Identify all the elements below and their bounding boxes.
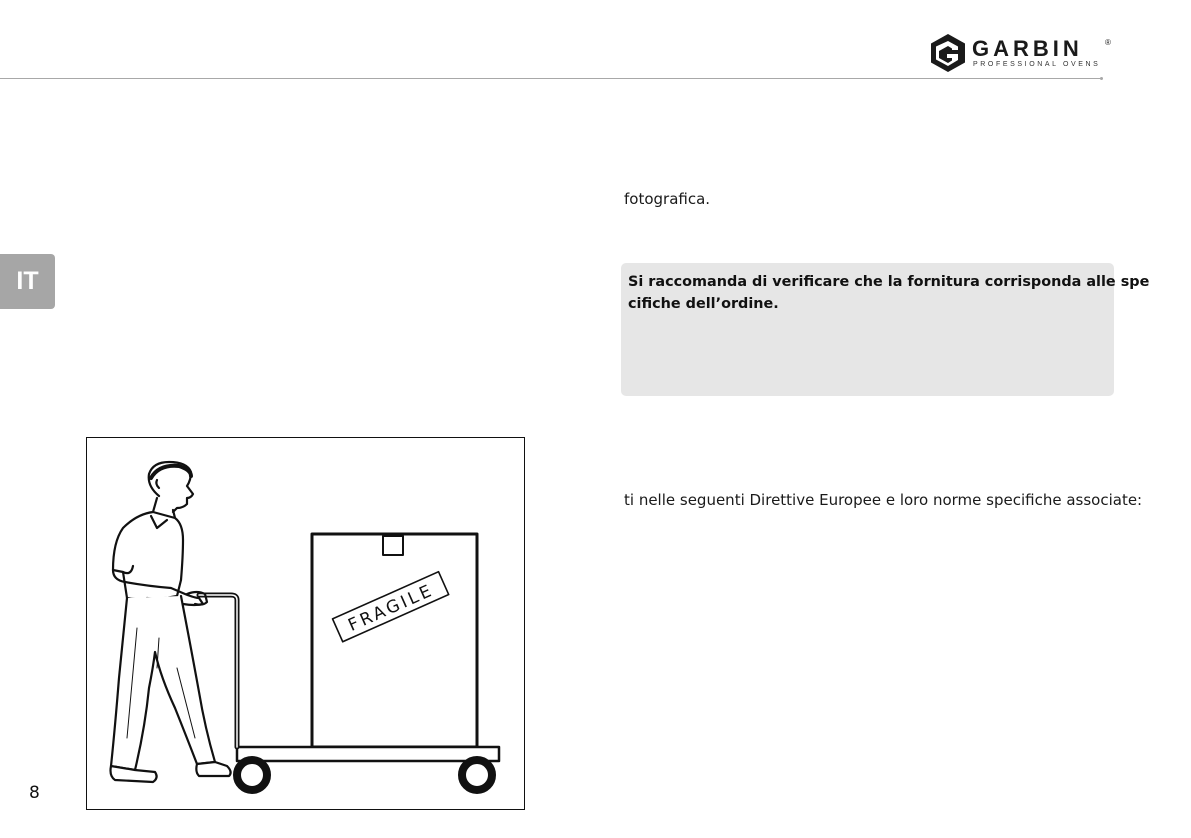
body-text-line: ti nelle seguenti Direttive Europee e loro norme specifiche associate: [624,491,1143,509]
logo-registered-mark: ® [1105,38,1111,47]
header-divider [0,78,1102,79]
person-pushing-trolley-illustration [87,438,523,808]
note-text-line-2: cifiche dell’ordine. [628,296,779,312]
page-number: 8 [29,783,40,803]
language-tab: IT [0,254,55,309]
logo-brand-name: GARBIN [972,36,1083,61]
body-text-line: fotografica. [624,190,711,208]
note-box [621,263,1150,396]
illustration-frame [86,437,525,810]
fragile-label: FRAGILE [345,580,438,636]
note-text-line-1: Si raccomanda di verificare che la fornitura corrisponda alle spe [628,274,1150,290]
brand-logo [928,33,1111,75]
garbin-logo-icon [928,33,968,73]
header-divider-dot [1100,77,1103,80]
note-text [628,271,1150,315]
logo-tagline: PROFESSIONAL OVENS [973,61,1101,68]
